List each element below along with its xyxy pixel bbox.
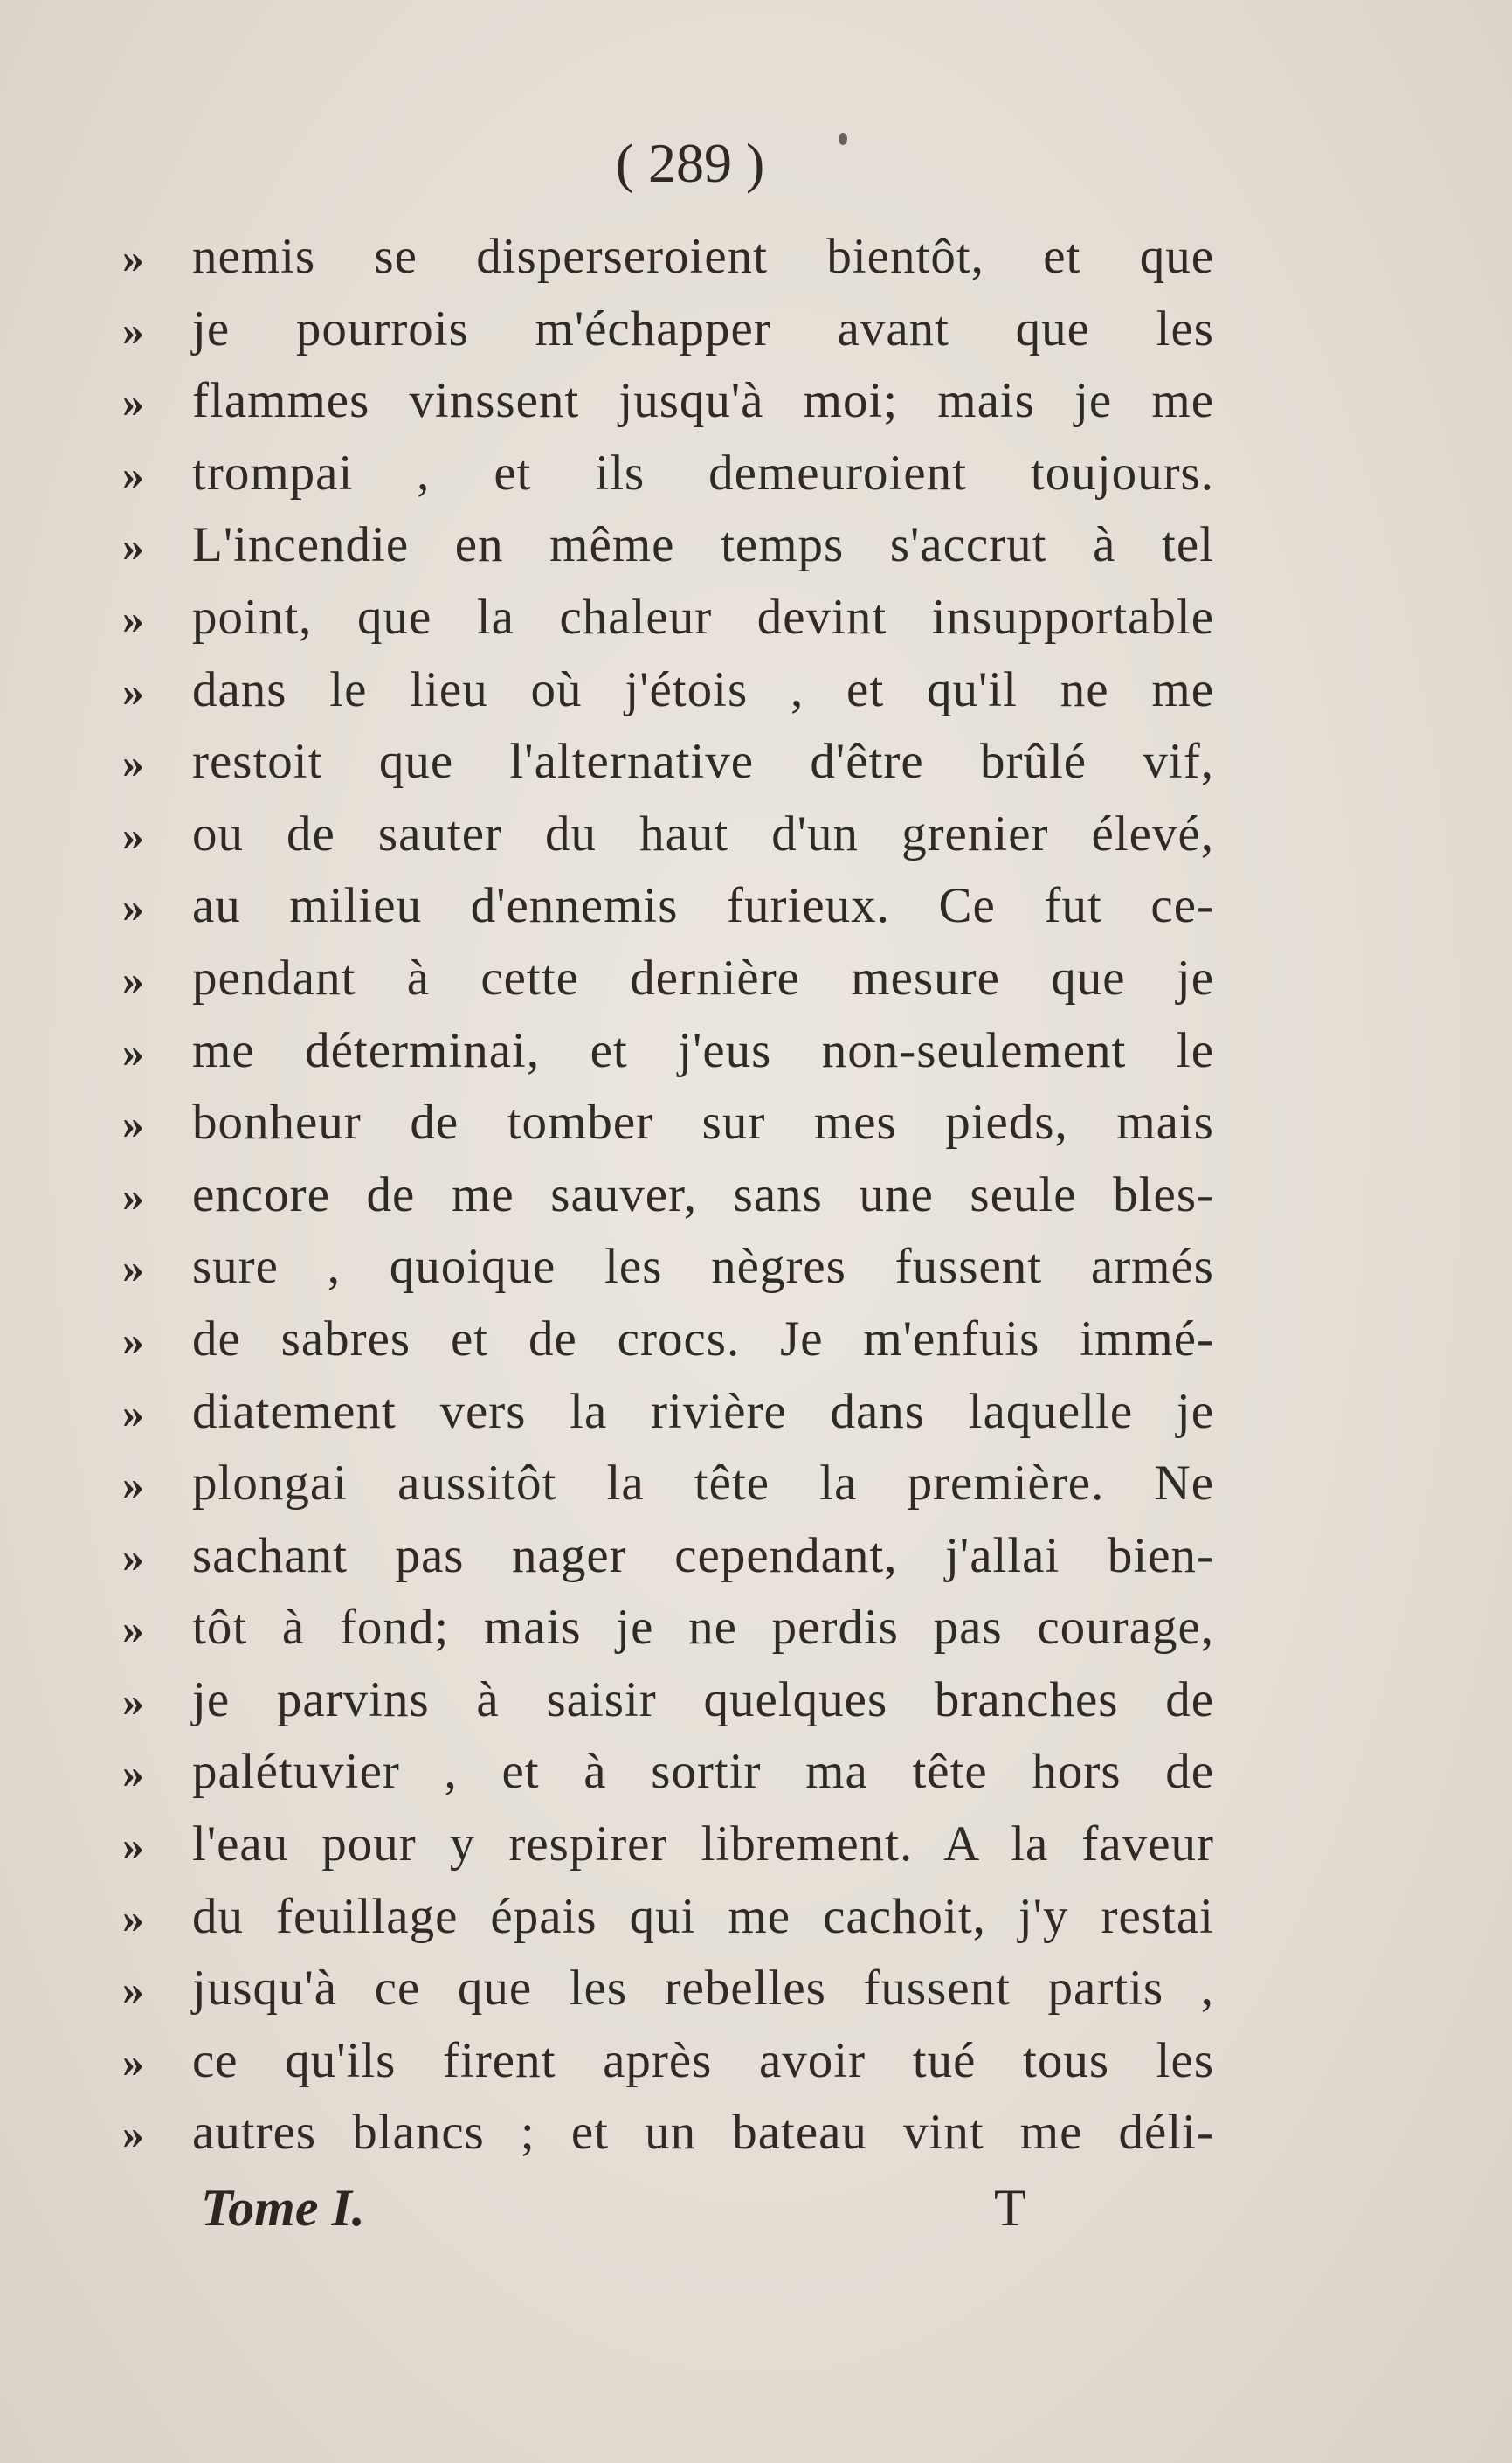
line-text: nemis se disperseroient bientôt, et que: [192, 229, 1214, 284]
line-text: jusqu'à ce que les rebelles fussent partis ,: [192, 1961, 1214, 2017]
line-text: au milieu d'ennemis furieux. Ce fut ce-: [192, 878, 1214, 934]
line-text: de sabres et de crocs. Je m'enfuis immé-: [192, 1311, 1214, 1366]
quote-mark: »: [122, 1965, 144, 2015]
quote-mark: »: [122, 1027, 144, 1076]
page-number: ( 289 ): [615, 132, 765, 194]
text-line: [122, 726, 1214, 799]
text-line: [122, 438, 1214, 510]
line-text: bonheur de tomber sur mes pieds, mais: [192, 1095, 1214, 1151]
text-line: [122, 1953, 1214, 2025]
line-text: flammes vinssent jusqu'à moi; mais je me: [192, 373, 1214, 429]
text-line: [122, 509, 1214, 582]
quote-mark: »: [122, 377, 144, 427]
quote-mark: »: [122, 1315, 144, 1365]
quote-mark: »: [122, 593, 144, 643]
line-text: me déterminai, et j'eus non-seulement le: [192, 1022, 1214, 1078]
quote-mark: »: [122, 1892, 144, 1942]
line-text: l'eau pour y respirer librement. A la faveur: [192, 1816, 1214, 1872]
line-text: diatement vers la rivière dans laquelle je: [192, 1383, 1214, 1439]
text-line: [122, 2097, 1214, 2169]
quote-mark: »: [122, 305, 144, 355]
line-text: ce qu'ils firent après avoir tué tous les: [192, 2032, 1214, 2088]
line-text: trompai , et ils demeuroient toujours.: [192, 445, 1214, 501]
line-text: dans le lieu où j'étois , et qu'il ne me: [192, 661, 1214, 717]
quote-mark: »: [122, 2109, 144, 2159]
line-text: autres blancs ; et un bateau vint me déli-: [192, 2105, 1214, 2161]
quote-mark: »: [122, 1604, 144, 1654]
text-line: [122, 943, 1214, 1015]
line-text: sure , quoique les nègres fussent armés: [192, 1239, 1214, 1295]
quote-mark: »: [122, 1387, 144, 1437]
text-line: [122, 1231, 1214, 1304]
quote-mark: »: [122, 666, 144, 716]
quote-mark: »: [122, 449, 144, 499]
quote-mark: »: [122, 522, 144, 571]
page-footer: [201, 2178, 1074, 2248]
text-line: [122, 1881, 1214, 1954]
line-text: je parvins à saisir quelques branches de: [192, 1671, 1214, 1727]
quote-mark: »: [122, 954, 144, 1004]
volume-label: Tome I.: [201, 2179, 365, 2237]
line-text: tôt à fond; mais je ne perdis pas courage,: [192, 1600, 1214, 1656]
text-line: [122, 1809, 1214, 1881]
quote-mark: »: [122, 1243, 144, 1293]
text-line: [122, 654, 1214, 727]
quote-mark: »: [122, 1532, 144, 1581]
text-line: [122, 1448, 1214, 1520]
quote-mark: »: [122, 233, 144, 282]
quote-mark: »: [122, 810, 144, 860]
line-text: ou de sauter du haut d'un grenier élevé,: [192, 806, 1214, 861]
line-text: palétuvier , et à sortir ma tête hors de: [192, 1744, 1214, 1800]
line-text: plongai aussitôt la tête la première. Ne: [192, 1456, 1214, 1512]
line-text: restoit que l'alternative d'être brûlé vif,: [192, 734, 1214, 790]
text-line: [122, 1520, 1214, 1593]
quote-mark: »: [122, 1748, 144, 1798]
quote-mark: »: [122, 1460, 144, 1510]
text-line: [122, 1087, 1214, 1159]
text-line: [122, 1736, 1214, 1809]
line-text: point, que la chaleur devint insupportable: [192, 589, 1214, 645]
text-line: [122, 1015, 1214, 1088]
text-line: [122, 870, 1214, 943]
line-text: L'incendie en même temps s'accrut à tel: [192, 517, 1214, 573]
line-text: je pourrois m'échapper avant que les: [192, 301, 1214, 356]
body-text: [122, 221, 1214, 2169]
quote-mark: »: [122, 1099, 144, 1149]
line-text: encore de me sauver, sans une seule bles-: [192, 1166, 1214, 1222]
text-line: [122, 1304, 1214, 1376]
line-text: pendant à cette dernière mesure que je: [192, 950, 1214, 1006]
text-line: [122, 799, 1214, 871]
line-text: du feuillage épais qui me cachoit, j'y restai: [192, 1888, 1214, 1944]
text-line: [122, 1159, 1214, 1232]
text-line: [122, 582, 1214, 654]
quote-mark: »: [122, 1821, 144, 1871]
line-text: sachant pas nager cependant, j'allai bien-: [192, 1527, 1214, 1583]
text-line: [122, 1592, 1214, 1664]
quote-mark: »: [122, 738, 144, 788]
quote-mark: »: [122, 2037, 144, 2086]
quote-mark: »: [122, 1171, 144, 1221]
text-line: [122, 1664, 1214, 1737]
text-line: [122, 2025, 1214, 2098]
quote-mark: »: [122, 882, 144, 932]
quote-mark: »: [122, 1676, 144, 1726]
text-line: [122, 365, 1214, 438]
text-line: [122, 1376, 1214, 1449]
text-line: [122, 221, 1214, 294]
signature-mark: T: [994, 2179, 1026, 2237]
text-line: [122, 294, 1214, 366]
